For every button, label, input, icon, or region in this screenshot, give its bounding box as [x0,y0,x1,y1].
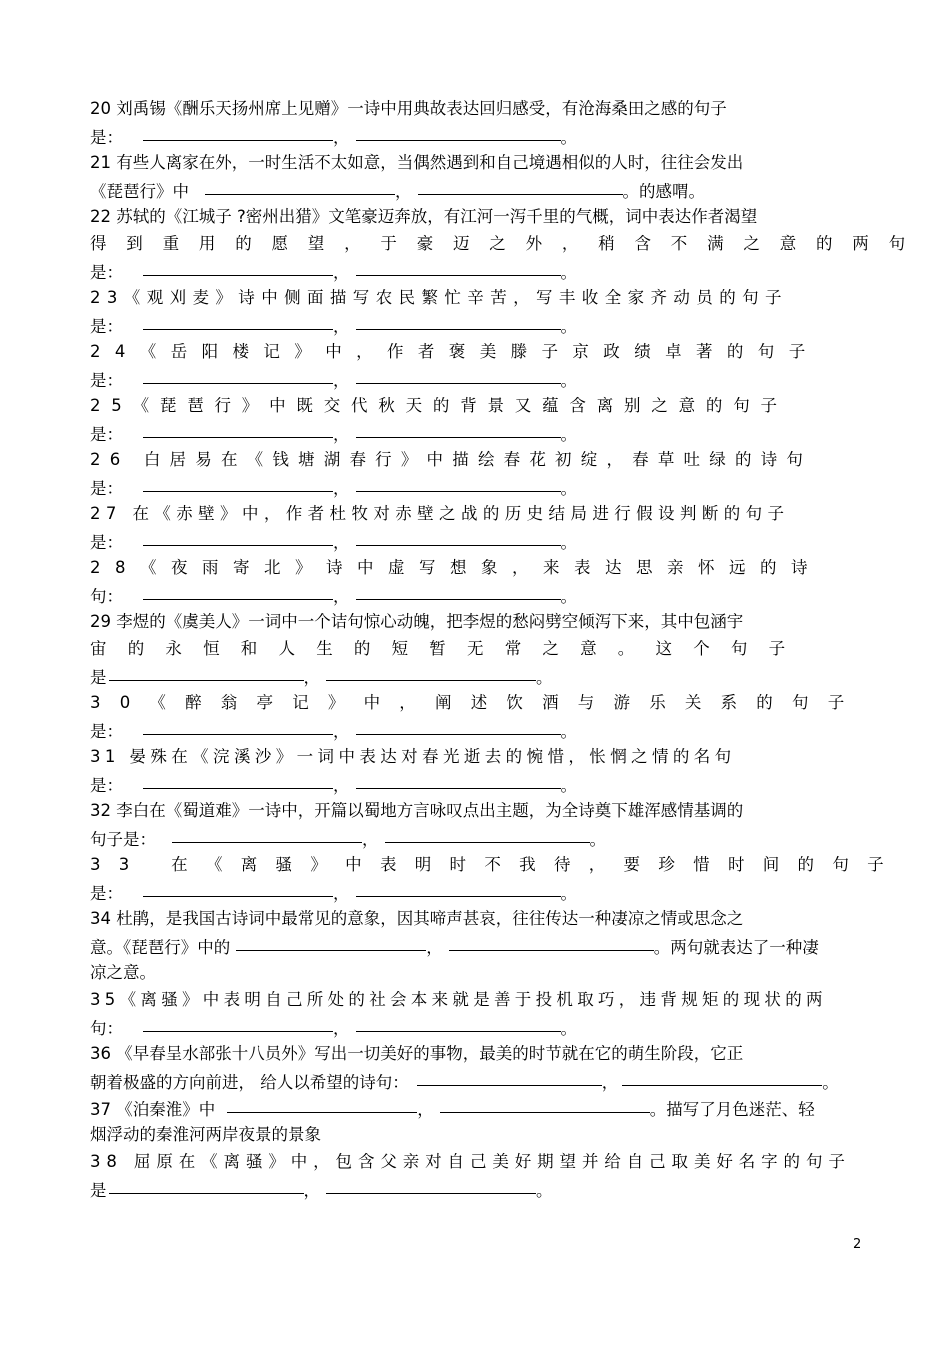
answer-blank[interactable] [172,822,362,843]
answer-blank[interactable] [143,714,333,735]
question-30-line-2: 是： ， 。 [90,716,860,743]
answer-blank[interactable] [143,363,333,384]
question-31-line-2: 是： ， 。 [90,770,860,797]
answer-blank[interactable] [143,255,333,276]
answer-blank[interactable] [143,768,333,789]
answer-blank[interactable] [205,174,395,195]
question-28-line-1: 28《夜雨寄北》诗中虚写想象，来表达思亲怀远的诗 [90,558,822,577]
question-22-line-3: 是： ， 。 [90,257,860,284]
question-22-line-2: 得到重用的愿望，于豪迈之外，稍含不满之意的两句 [90,234,925,253]
answer-blank[interactable] [356,768,561,789]
answer-blank[interactable] [236,930,426,951]
question-37-line-2: 烟浮动的秦淮河两岸夜景的景象 [90,1125,321,1144]
question-25-line-2: 是： ， 。 [90,419,860,446]
answer-blank[interactable] [143,471,333,492]
answer-blank[interactable] [418,174,623,195]
answer-blank[interactable] [356,525,561,546]
answer-blank[interactable] [143,120,333,141]
answer-blank[interactable] [109,660,304,681]
answer-blank[interactable] [143,1011,333,1032]
page-number: 2 [853,1237,862,1252]
answer-blank[interactable] [326,660,536,681]
question-21-line-2: 《琵琶行》中 ， 。的感喟。 [90,176,860,203]
question-22-line-1: 22 苏轼的《江城子 ?密州出猎》文笔豪迈奔放，有江河一泻千里的气概，词中表达作者渴望 [90,207,758,226]
question-28-line-2: 句： ， 。 [90,581,860,608]
question-27-line-1: 27 在《赤壁》中，作者杜牧对赤壁之战的历史结局进行假设判断的句子 [90,504,790,523]
answer-blank[interactable] [143,525,333,546]
question-24-line-2: 是： ， 。 [90,365,860,392]
answer-blank[interactable] [109,1173,304,1194]
answer-blank[interactable] [356,714,561,735]
answer-blank[interactable] [143,417,333,438]
question-20-line-2: 是： ， 。 [90,122,860,149]
question-29-line-2: 宙的永恒和人生的短暂无常之意。这个句子 [90,639,807,658]
question-33-line-2: 是： ， 。 [90,878,860,905]
answer-blank[interactable] [449,930,654,951]
answer-blank[interactable] [417,1065,602,1086]
question-21-line-1: 21 有些人离家在外，一时生活不太如意，当偶然遇到和自己境遇相似的人时，往往会发出 [90,153,744,172]
answer-blank[interactable] [356,876,561,897]
question-32-line-1: 32 李白在《蜀道难》一诗中，开篇以蜀地方言咏叹点出主题，为全诗奠下雄浑感情基调的 [90,801,744,820]
question-20-line-1: 20 刘禹锡《酬乐天扬州席上见赠》一诗中用典故表达回归感受，有沧海桑田之感的句子 [90,99,727,118]
answer-blank[interactable] [326,1173,536,1194]
question-25-line-1: 25《琵琶行》中既交代秋天的背景又蕴含离别之意的句子 [90,396,788,415]
question-36-line-2: 朝着极盛的方向前进， 给人以希望的诗句： ， 。 [90,1067,860,1094]
question-29-line-1: 29 李煜的《虞美人》一词中一个诘句惊心动魄，把李煜的愁闷劈空倾泻下来，其中包涵宇 [90,612,744,631]
question-26-line-1: 26 白居易在《钱塘湖春行》中描绘春花初绽，春草吐绿的诗句 [90,450,813,469]
question-35-line-2: 句： ， 。 [90,1013,860,1040]
question-37-line-1: 37 《泊秦淮》中 ， 。描写了月色迷茫、轻 [90,1094,860,1121]
question-32-line-2: 句子是： ， 。 [90,824,860,851]
answer-blank[interactable] [356,309,561,330]
answer-blank[interactable] [385,822,590,843]
question-35-line-1: 35《离骚》中表明自己所处的社会本来就是善于投机取巧，违背规矩的现状的两 [90,990,827,1009]
question-31-line-1: 31 晏殊在《浣溪沙》一词中表达对春光逝去的惋惜，怅惘之情的名句 [90,747,736,766]
answer-blank[interactable] [356,1011,561,1032]
question-38-line-2: 是 ， 。 [90,1175,860,1202]
question-36-line-1: 36 《早春呈水部张十八员外》写出一切美好的事物，最美的时节就在它的萌生阶段，它正 [90,1044,744,1063]
question-30-line-1: 30《醉翁亭记》中，阐述饮酒与游乐关系的句子 [90,693,864,712]
question-23-line-1: 23《观刈麦》诗中侧面描写农民繁忙辛苦，写丰收全家齐动员的句子 [90,288,788,307]
question-34-line-2: 意。《琵琶行》中的 ， 。两句就表达了一种凄 [90,932,860,959]
question-33-line-1: 33 在《离骚》中表明时不我待，要珍惜时间的句子 [90,855,902,874]
question-29-line-3: 是 ， 。 [90,662,860,689]
answer-blank[interactable] [356,471,561,492]
question-34-line-1: 34 杜鹃，是我国古诗词中最常见的意象，因其啼声甚哀，往往传达一种凄凉之情或思念之 [90,909,744,928]
answer-blank[interactable] [622,1065,822,1086]
question-34-line-3: 凉之意。 [90,963,156,982]
question-24-line-1: 24《岳阳楼记》中，作者褒美滕子京政绩卓著的句子 [90,342,820,361]
answer-blank[interactable] [356,120,561,141]
answer-blank[interactable] [356,417,561,438]
question-26-line-2: 是： ， 。 [90,473,860,500]
answer-blank[interactable] [143,876,333,897]
answer-blank[interactable] [356,363,561,384]
question-23-line-2: 是： ， 。 [90,311,860,338]
answer-blank[interactable] [227,1092,417,1113]
question-38-line-1: 38 屈原在《离骚》中，包含父亲对自己美好期望并给自己取美好名字的句子 [90,1152,851,1171]
answer-blank[interactable] [143,579,333,600]
document-page [90,95,925,1202]
answer-blank[interactable] [356,255,561,276]
answer-blank[interactable] [440,1092,650,1113]
question-27-line-2: 是： ， 。 [90,527,860,554]
answer-blank[interactable] [356,579,561,600]
answer-blank[interactable] [143,309,333,330]
